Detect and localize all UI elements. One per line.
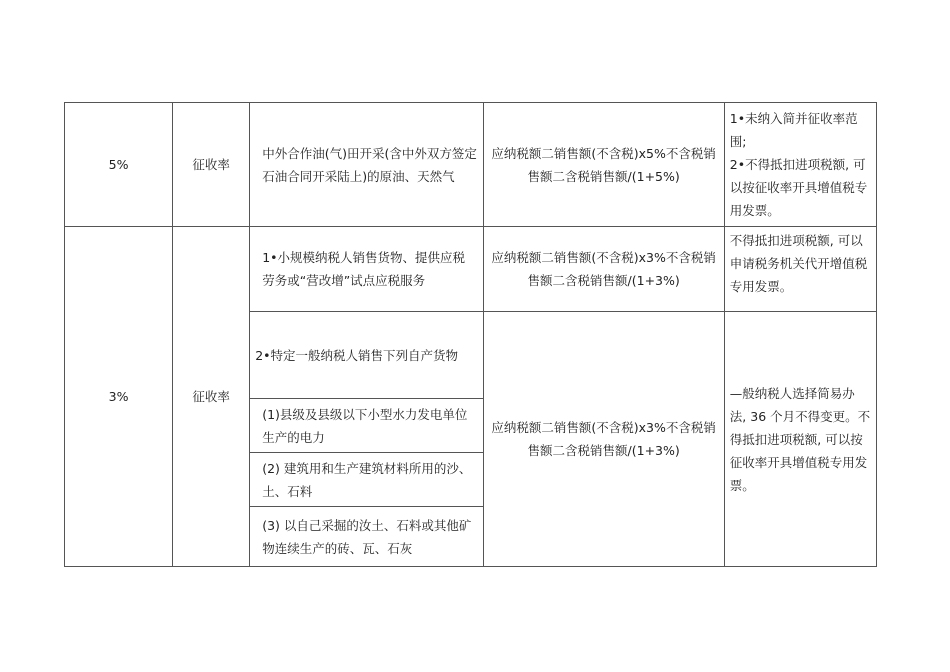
list-item: (3) 以自己采掘的汝土、石料或其他矿物连续生产的砖、瓦、石灰	[250, 507, 483, 567]
note-item: 2•不得抵扣进项税额, 可以按征收率开具增值税专用发票。	[729, 157, 868, 218]
type-cell: 征收率	[173, 227, 250, 567]
scope-cell: 中外合作油(气)田开采(含中外双方签定石油合同开采陆上)的原油、天然气	[250, 103, 483, 227]
tax-rate-table	[64, 102, 877, 567]
formula-cell: 应纳税额二销售额(不含税)x5%不含税销售额二含税销售额/(1+5%)	[483, 103, 724, 227]
list-item: (2) 建筑用和生产建筑材料所用的沙、土、石料	[250, 453, 483, 507]
notes-cell: 不得抵扣进项税额, 可以申请税务机关代开增值税专用发票。	[724, 227, 876, 312]
rate-cell: 3%	[65, 227, 173, 567]
formula-cell: 应纳税额二销售额(不含税)x3%不含税销售额二含税销售额/(1+3%)	[483, 227, 724, 312]
notes-cell: —般纳税人选择简易办法, 36 个月不得变更。不得抵扣进项税额, 可以按征收率开具增值税专用发票。	[724, 312, 876, 567]
table-row	[65, 227, 877, 312]
table-row	[65, 103, 877, 227]
note-item: 1•未纳入简并征收率范围;	[729, 111, 858, 149]
notes-cell	[724, 103, 876, 227]
type-cell: 征收率	[173, 103, 250, 227]
rate-cell: 5%	[65, 103, 173, 227]
formula-cell: 应纳税额二销售额(不含税)x3%不含税销售额二含税销售额/(1+3%)	[483, 312, 724, 567]
scope-cell: 2•特定一般纳税人销售下列自产货物	[250, 312, 483, 399]
list-item: (1)县级及县级以下小型水力发电单位生产的电力	[250, 399, 483, 453]
scope-cell: 1•小规模纳税人销售货物、提供应税劳务或“营改增”试点应税服务	[250, 227, 483, 312]
